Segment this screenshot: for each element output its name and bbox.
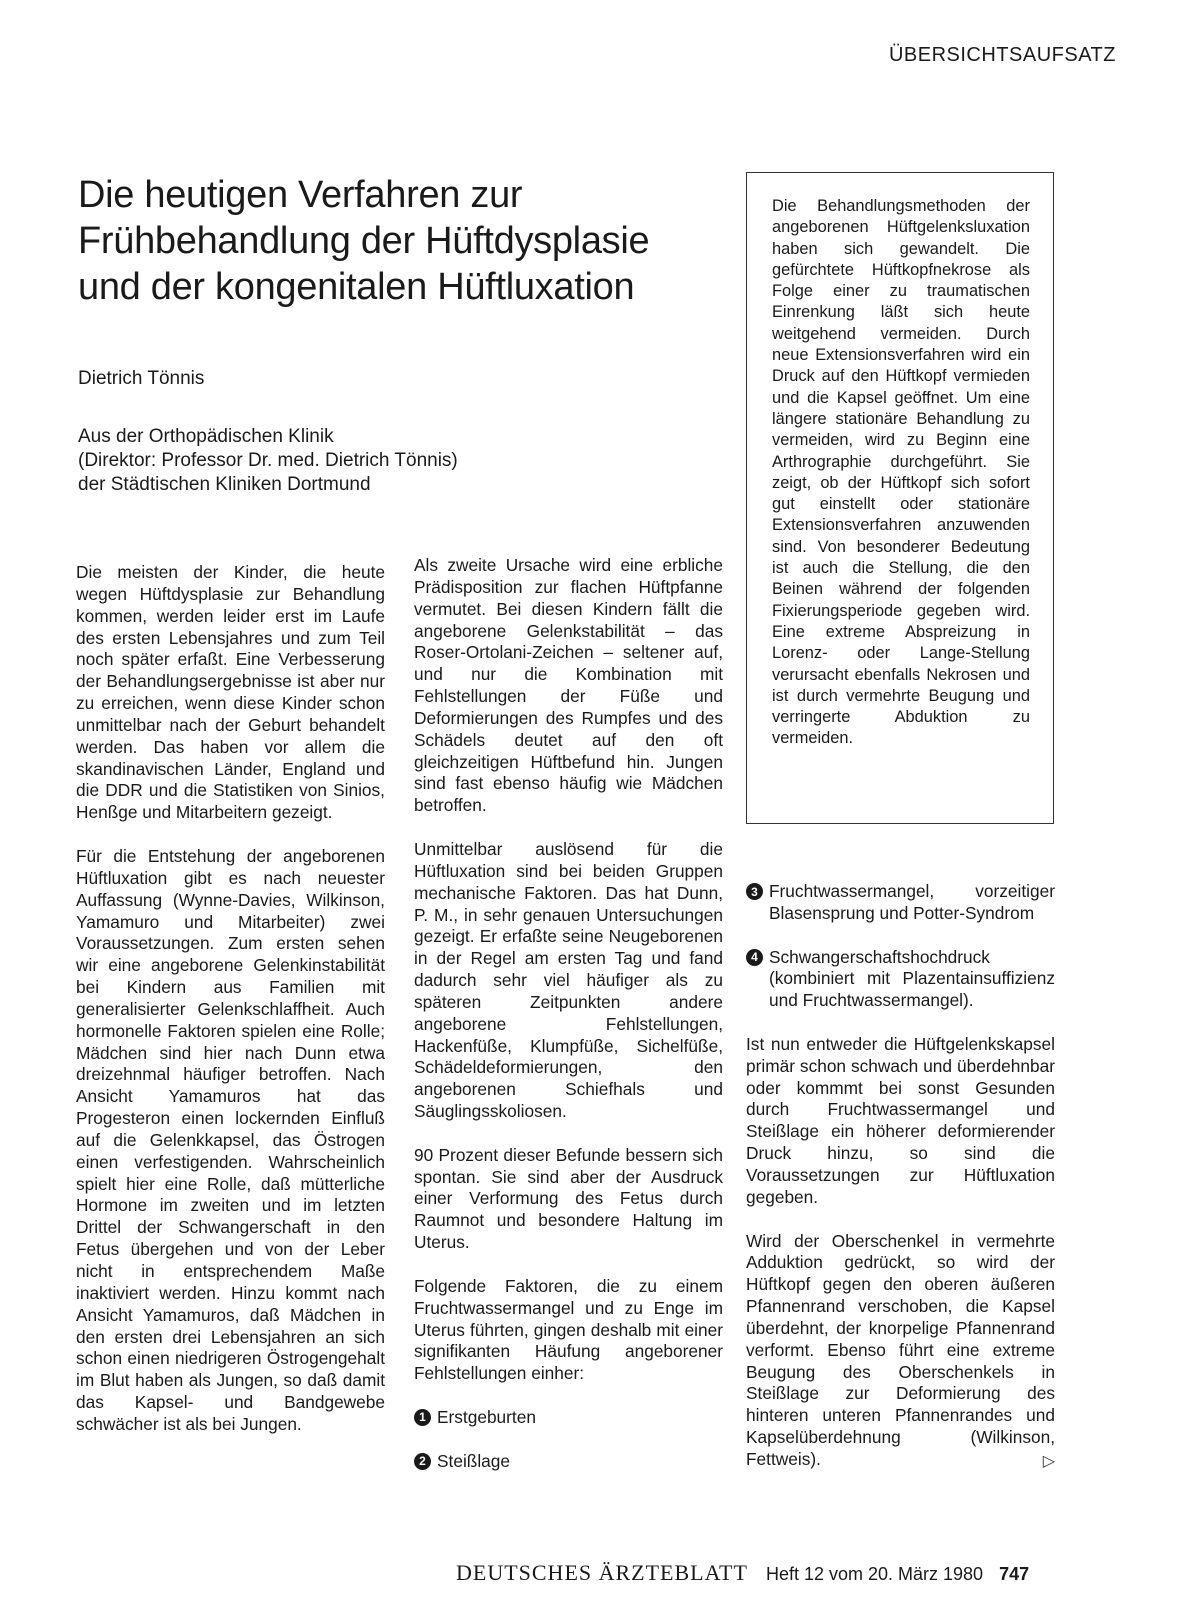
- column-3: [746, 881, 1055, 1493]
- number-2-icon: 2: [414, 1453, 431, 1470]
- affiliation: [78, 425, 458, 497]
- paragraph: Unmittelbar auslösend für die Hüftluxation sind bei beiden Gruppen mechanische Faktoren. Das hat Dunn, P. M., in sehr genauen Untersuchungen gezeigt. Er erfaßte seine Neugeborenen in der Regel am ersten Tag und fand dadurch sehr viel häufiger als zu späteren Zeitpunkten andere angeborene Fehlstellungen, Hackenfüße, Klumpfüße, Sichelfüße, Schädeldeformierungen, den angeborenen Schiefhals und Säuglingsskoliosen.: [414, 838, 723, 1122]
- number-4-icon: 4: [746, 949, 763, 966]
- number-3-icon: 3: [746, 883, 763, 900]
- paragraph: 90 Prozent dieser Befunde bessern sich spontan. Sie sind aber der Ausdruck einer Verformung des Fetus durch Raumnot und besondere Haltung im Uterus.: [414, 1144, 723, 1253]
- page-footer: [456, 1560, 1029, 1586]
- title-line: Die heutigen Verfahren zur: [78, 174, 523, 216]
- affiliation-line: (Direktor: Professor Dr. med. Dietrich Tönnis): [78, 450, 458, 471]
- factor-item: [746, 881, 1055, 925]
- paragraph-text: Wird der Oberschenkel in vermehrte Adduktion gedrückt, so wird der Hüftkopf gegen den oberen äußeren Pfannenrand verschoben, die Kapsel überdehnt, der knorpelige Pfannenrand verformt. Ebenso führt eine extreme Beugung des Oberschenkels in Steißlage zur Deformierung des hinteren unteren Pfannenrandes und Kapselüberdehnung (Wilkinson, Fettweis).: [746, 1230, 1055, 1469]
- continue-triangle-icon: ▷: [1042, 1452, 1055, 1470]
- affiliation-line: der Städtischen Kliniken Dortmund: [78, 474, 371, 495]
- section-label: ÜBERSICHTSAUFSATZ: [888, 44, 1116, 66]
- column-2: [414, 555, 723, 1494]
- factor-text: Fruchtwassermangel, vorzeitiger Blasensprung und Potter-Syndrom: [769, 881, 1055, 923]
- factor-text: Steißlage: [437, 1450, 511, 1471]
- title-line: und der kongenitalen Hüftluxation: [78, 266, 635, 308]
- factor-item: [414, 1451, 723, 1473]
- number-1-icon: 1: [414, 1409, 431, 1426]
- factor-text: Schwangerschaftshochdruck (kombiniert mit Plazentainsuffizienz und Fruchtwassermangel).: [769, 946, 1055, 1011]
- paragraph: Für die Entstehung der angeborenen Hüftluxation gibt es nach neuester Auffassung (Wynne-Davies, Wilkinson, Yamamuro und Mitarbeiter) zwei Voraussetzungen. Zum ersten sehen wir eine angeborene Gelenkinstabilität bei Kindern aus Familien mit generalisierter Gelenkschlaffheit. Auch hormonelle Faktoren spielen eine Rolle; Mädchen sind hier nach Dunn etwa dreizehnmal häufiger betroffen. Nach Ansicht Yamamuros hat das Progesteron einen lockernden Einfluß auf die Gelenkkapsel, das Östrogen einen verfestigenden. Wahrscheinlich spielt hier eine Rolle, daß mütterliche Hormone im zweiten und im letzten Drittel der Schwangerschaft in den Fetus übergehen und von der Leber nicht in entsprechendem Maße inaktiviert werden. Hinzu kommt nach Ansicht Yamamuros, daß Mädchen in den ersten drei Lebensjahren an sich schon einen niedrigeren Östrogengehalt im Blut haben als Jungen, so daß damit das Kapsel- und Bandgewebe schwächer ist als bei Jungen.: [76, 845, 385, 1434]
- factor-item: [746, 947, 1055, 1013]
- factor-text: Erstgeburten: [437, 1406, 536, 1427]
- column-1: [76, 562, 385, 1458]
- paragraph: Die meisten der Kinder, die heute wegen Hüftdysplasie zur Behandlung kommen, werden leider erst im Laufe des ersten Lebensjahres und zum Teil noch später erfaßt. Eine Verbesserung der Behandlungsergebnisse ist aber nur zu erreichen, wenn diese Kinder schon unmittelbar nach der Geburt behandelt werden. Das haben vor allem die skandinavischen Länder, England und die DDR und die Statistiken von Sinios, Henßge und Mitarbeitern gezeigt.: [76, 562, 385, 823]
- paragraph: [746, 1231, 1055, 1471]
- page-number: 747: [999, 1564, 1030, 1584]
- journal-name: DEUTSCHES ÄRZTEBLATT: [456, 1560, 748, 1585]
- issue-info: Heft 12 vom 20. März 1980: [765, 1564, 984, 1584]
- affiliation-line: Aus der Orthopädischen Klinik: [78, 426, 334, 447]
- abstract-text: Die Behandlungsmethoden der angeborenen Hüftgelenksluxation haben sich gewandelt. Die gefürchtete Hüftkopfnekrose als Folge einer zu traumatischen Einrenkung läßt sich heute weitgehend vermeiden. Durch neue Extensionsverfahren wird ein Druck auf den Hüftkopf vermieden und die Kapsel geöffnet. Um eine längere stationäre Behandlung zu vermeiden, wird zu Beginn eine Arthrographie durchgeführt. Sie zeigt, ob der Hüftkopf sich sofort gut einstellt oder stationäre Extensionsverfahren anzuwenden sind. Von besonderer Bedeutung ist auch die Stellung, die den Beinen während der folgenden Fixierungsperiode gegeben wird. Eine extreme Abspreizung in Lorenz- oder Lange-Stellung verursacht ebenfalls Nekrosen und ist durch vermehrte Beugung und verringerte Abduktion zu vermeiden.: [772, 197, 1030, 748]
- title-line: Frühbehandlung der Hüftdysplasie: [78, 220, 650, 262]
- article-title: [78, 172, 738, 310]
- paragraph: Als zweite Ursache wird eine erbliche Prädisposition zur flachen Hüftpfanne vermutet. Bei diesen Kindern fällt die angeborene Gelenkstabilität – das Roser-Ortolani-Zeichen – seltener auf, und nur die Kombination mit Fehlstellungen der Füße und Deformierungen des Rumpfes und des Schädels deutet auf den oft gleichzeitigen Hüftbefund hin. Jungen sind fast ebenso häufig wie Mädchen betroffen.: [414, 555, 723, 816]
- factor-item: [414, 1407, 723, 1429]
- paragraph: Folgende Faktoren, die zu einem Fruchtwassermangel und zu Enge im Uterus führten, gingen deshalb mit einer signifikanten Häufung angeborener Fehlstellungen einher:: [414, 1275, 723, 1384]
- paragraph: Ist nun entweder die Hüftgelenkskapsel primär schon schwach und überdehnbar oder kommmt bei sonst Gesunden durch Fruchtwassermangel und Steißlage ein höherer deformierender Druck hinzu, so sind die Voraussetzungen zur Hüftluxation gegeben.: [746, 1033, 1055, 1207]
- author: Dietrich Tönnis: [78, 368, 205, 389]
